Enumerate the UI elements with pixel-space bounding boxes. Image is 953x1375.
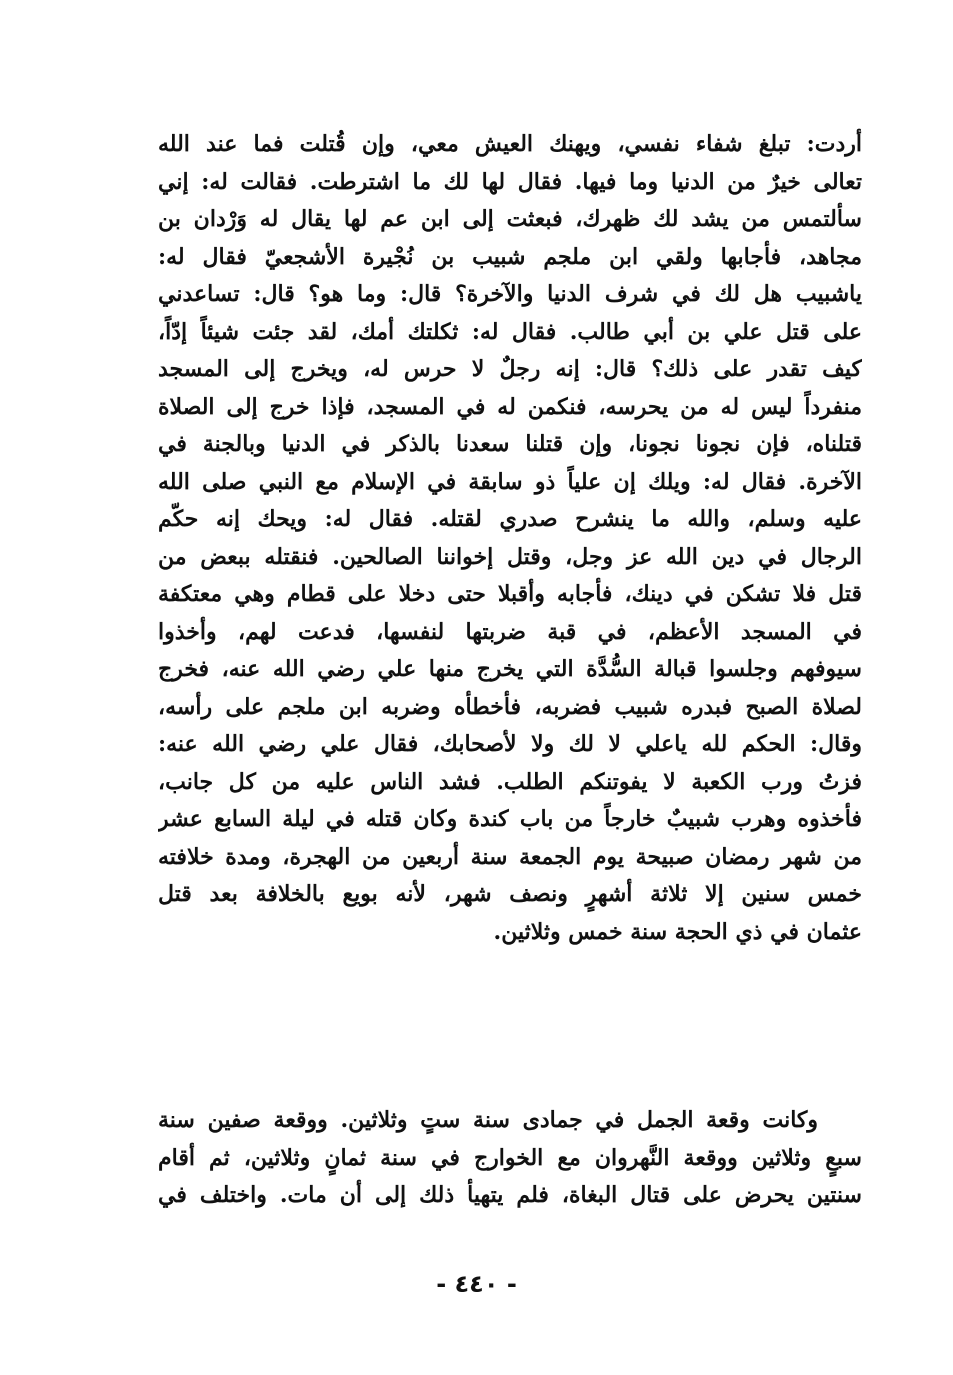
- text-line: أردت: تبلغ شفاء نفسي، ويهنك العيش معي، وإن قُتلت فما عند الله: [158, 131, 862, 157]
- text-line: قتل فلا تشكن في دينك، فأجابه وأقبلا حتى دخلا على قطام وهي معتكفة: [158, 581, 862, 607]
- text-line: سبعٍ وثلاثين ووقعة النَّهروان مع الخوارج في سنة ثمانٍ وثلاثين، ثم أقام: [158, 1144, 862, 1171]
- paragraph-1: [158, 126, 862, 951]
- text-line: فزتُ ورب الكعبة لا يفوتنكم الطلب. فشد الناس عليه من كل جانب،: [158, 768, 862, 795]
- text-line: سنتين يحرض على قتال البغاة، فلم يتهيأ ذلك إلى أن مات. واختلف في: [158, 1182, 862, 1208]
- text-line: وكانت وقعة الجمل في جمادى سنة ستٍ وثلاثين. ووقعة صفين سنة: [158, 1107, 818, 1133]
- text-line: لصلاة الصبح فبدره شبيب فضربه، فأخطأه وضربه ابن ملجم على رأسه،: [158, 693, 862, 720]
- text-line: وقال: الحكم لله ياعلي لا لك ولا لأصحابك، فقال علي رضي الله عنه:: [158, 731, 862, 757]
- text-line: في المسجد الأعظم، في قبة ضربتها لنفسها، فدعت لهم، وأخذوا: [158, 618, 862, 645]
- text-line: الرجال في دين الله عز وجل، وقتل إخواننا الصالحين. فنقتله ببعض من: [158, 543, 862, 570]
- text-line: تعالى خيرٌ من الدنيا وما فيها. فقال لها لك ما اشترطت. فقالت له: إني: [158, 168, 862, 195]
- text-line: من شهر رمضان صبيحة يوم الجمعة سنة أربعين من الهجرة، ومدة خلافته: [158, 843, 862, 870]
- text-line: خمس سنين إلا ثلاثة أشهرٍ ونصف شهر، لأنه بويع بالخلافة بعد قتل: [158, 881, 862, 907]
- text-line: ياشبيب هل لك في شرف الدنيا والآخرة؟ قال: وما هو؟ قال: تساعدني: [158, 281, 862, 307]
- text-line: فأخذوه وهرب شبيبٌ خارجاً من باب كندة وكان قتله في ليلة السابع عشر: [158, 806, 862, 832]
- text-line: مجاهد، فأجابها ولقي ابن ملجم شبيب بن نُجْيرة الأشجعيّ فقال له:: [158, 243, 862, 270]
- text-line: عليه وسلم، والله ما ينشرح صدري لقتله. فقال له: ويحك إنه حكّم: [158, 506, 862, 532]
- text-line: قتلناه، فإن نجونا نجونا، وإن قتلنا سعدنا بالذكر في الدنيا وبالجنة في: [158, 431, 862, 457]
- text-line: كيف تقدر على ذلك؟ قال: إنه رجلٌ لا حرس له، ويخرج إلى المسجد: [158, 356, 862, 382]
- text-line: على قتل علي بن أبي طالب. فقال له: ثكلتك أمك، لقد جئت شيئاً إدّاً،: [158, 318, 862, 345]
- text-line: سيوفهم وجلسوا قبالة السُّدَّة التي يخرج منها علي رضي الله عنه، فخرج: [158, 656, 862, 682]
- text-line: منفرداً ليس له من يحرسه، فنكمن له في المسجد، فإذا خرج إلى الصلاة: [158, 393, 862, 420]
- text-line: الآخرة. فقال له: ويلك إن علياً ذو سابقة في الإسلام مع النبي صلى الله: [158, 468, 862, 495]
- paragraph-2: [158, 1102, 862, 1215]
- text-line: سألتمس من يشد لك ظهرك، فبعثت إلى ابن عم لها يقال له وَرْدان بن: [158, 206, 862, 232]
- page-number: - ٤٤٠ -: [436, 1270, 517, 1298]
- text-line: عثمان في ذي الحجة سنة خمس وثلاثين.: [493, 918, 862, 945]
